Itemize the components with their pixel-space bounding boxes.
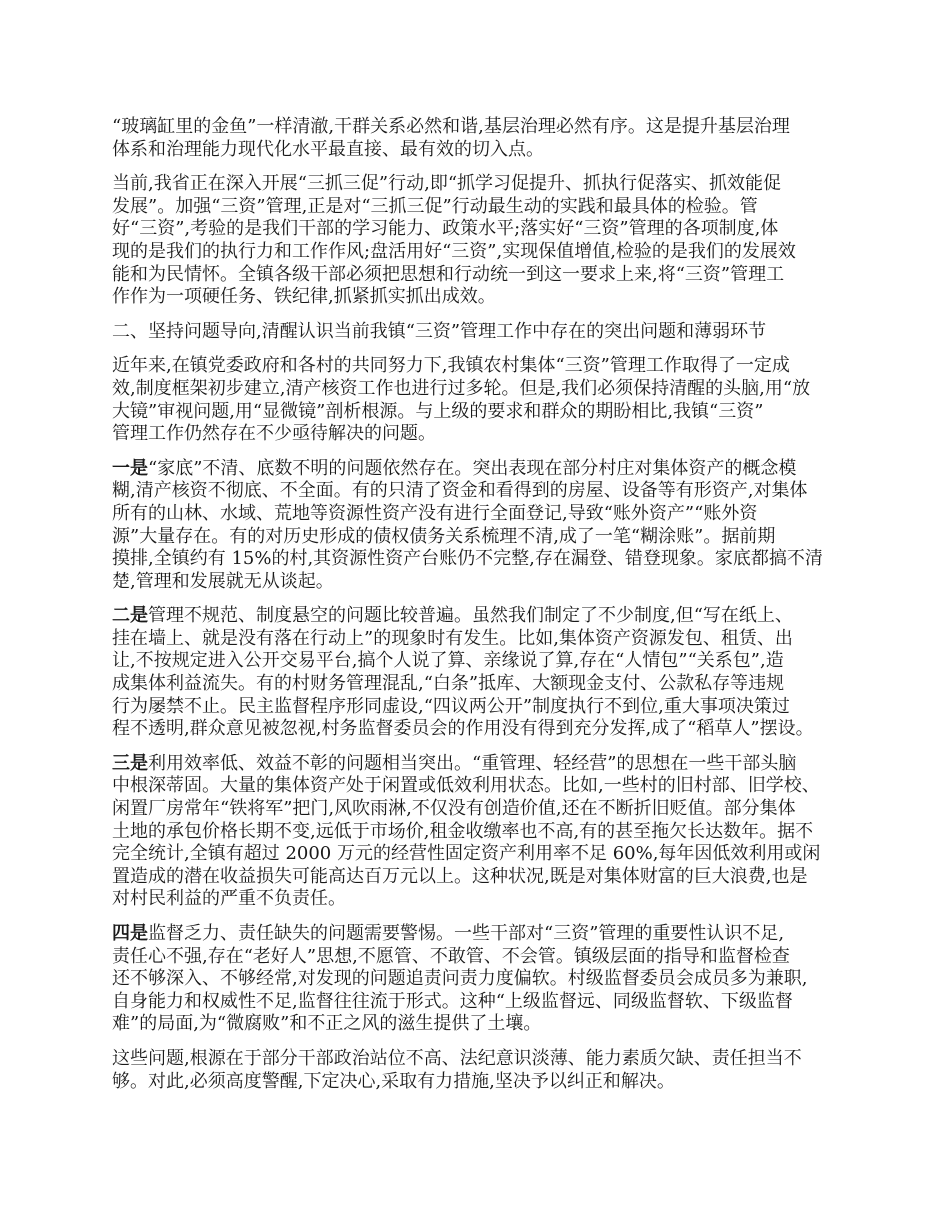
line-text: 近年来,在镇党委政府和各村的共同努力下,我镇农村集体“三资”管理工作取得了一定成 [112, 355, 790, 377]
text-line [112, 775, 852, 798]
line-text: 源”大量存在。有的对历史形成的债权债务关系梳理不清,成了一笔“糊涂账”。据前期 [112, 525, 776, 547]
paragraph [112, 605, 852, 741]
line-text: 这些问题,根源在于部分干部政治站位不高、法纪意识淡薄、能力素质欠缺、责任担当不 [112, 1047, 802, 1069]
paragraph [112, 173, 852, 309]
line-text: 大镜”审视问题,用“显微镜”剖析根源。与上级的要求和群众的期盼相比,我镇“三资” [112, 400, 764, 422]
text-line [112, 628, 852, 651]
line-text: 管理不规范、制度悬空的问题比较普遍。虽然我们制定了不少制度,但“写在纸上、 [148, 605, 793, 627]
text-line [112, 218, 852, 241]
line-text: 二、坚持问题导向,清醒认识当前我镇“三资”管理工作中存在的突出问题和薄弱环节 [112, 320, 767, 342]
line-text: 糊,清产核资不彻底、不全面。有的只清了资金和看得到的房屋、设备等有形资产,对集体 [112, 480, 808, 502]
line-text: 利用效率低、效益不彰的问题相当突出。“重管理、轻经营”的思想在一些干部头脑 [148, 752, 797, 774]
document-body [112, 116, 852, 1105]
text-line [112, 286, 852, 309]
text-line [112, 401, 852, 424]
text-line [112, 503, 852, 526]
line-text: 成集体利益流失。有的村财务管理混乱,“白条”抵库、大额现金支付、公款私存等违规 [112, 673, 785, 695]
line-text: 还不够深入、不够经常,对发现的问题追责问责力度偏软。村级监督委员会成员多为兼职, [112, 968, 808, 990]
line-text: 挂在墙上、就是没有落在行动上”的现象时有发生。比如,集体资产资源发包、租赁、出 [112, 627, 793, 649]
text-line [112, 355, 852, 378]
text-line [112, 821, 852, 844]
line-text: 体系和治理能力现代化水平最直接、最有效的切入点。 [112, 138, 544, 160]
line-text: 摸排,全镇约有 15%的村,其资源性资产台账仍不完整,存在漏登、错登现象。家底都搞不清 [112, 548, 823, 570]
line-text: 自身能力和权威性不足,监督往往流于形式。这种“上级监督远、同级监督软、下级监督 [112, 990, 793, 1012]
text-line [112, 696, 852, 719]
line-text: “玻璃缸里的金鱼”一样清澈,干群关系必然和谐,基层治理必然有序。这是提升基层治理 [112, 116, 790, 137]
text-line [112, 946, 852, 969]
line-text: 发展”。加强“三资”管理,正是对“三抓三促”行动最生动的实践和最具体的检验。管 [112, 195, 758, 217]
text-line [112, 480, 852, 503]
text-line [112, 753, 852, 776]
paragraph [112, 923, 852, 1036]
line-text: 能和为民情怀。全镇各级干部必须把思想和行动统一到这一要求上来,将“三资”管理工 [112, 263, 785, 285]
text-line [112, 923, 852, 946]
text-line [112, 241, 852, 264]
line-text: 让,不按规定进入公开交易平台,搞个人说了算、亲缘说了算,存在“人情包”“关系包”,造 [112, 650, 784, 672]
line-text: 中根深蒂固。大量的集体资产处于闲置或低效利用状态。比如,一些村的旧村部、旧学校、 [112, 775, 820, 797]
text-line [112, 196, 852, 219]
paragraph [112, 1048, 852, 1093]
text-line [112, 843, 852, 866]
text-line [112, 650, 852, 673]
line-text: 完全统计,全镇有超过 2000 万元的经营性固定资产利用率不足 60%,每年因低效利用或闲 [112, 843, 821, 865]
line-text: 责任心不强,存在“老好人”思想,不愿管、不敢管、不会管。镇级层面的指导和监督检查 [112, 945, 790, 967]
line-text: 置造成的潜在收益损失可能高达百万元以上。这种状况,既是对集体财富的巨大浪费,也是 [112, 865, 808, 887]
text-line [112, 378, 852, 401]
paragraph-lead: 一是 [112, 457, 148, 479]
paragraph-lead: 二是 [112, 605, 148, 627]
line-text: 行为屡禁不止。民主监督程序形同虚设,“四议两公开”制度执行不到位,重大事项决策过 [112, 695, 790, 717]
text-line [112, 1013, 852, 1036]
text-line [112, 548, 852, 571]
line-text: 作作为一项硬任务、铁纪律,抓紧抓实抓出成效。 [112, 286, 496, 308]
line-text: 所有的山林、水域、荒地等资源性资产没有进行全面登记,导致“账外资产”“账外资 [112, 502, 758, 524]
line-text: 现的是我们的执行力和工作作风;盘活用好“三资”,实现保值增值,检验的是我们的发展效 [112, 240, 796, 262]
text-line [112, 264, 852, 287]
text-line [112, 888, 852, 911]
line-text: 程不透明,群众意见被忽视,村务监督委员会的作用没有得到充分发挥,成了“稻草人”摆设。 [112, 718, 814, 740]
line-text: 效,制度框架初步建立,清产核资工作也进行过多轮。但是,我们必须保持清醒的头脑,用“放 [112, 377, 811, 399]
text-line [112, 798, 852, 821]
text-line [112, 571, 852, 594]
text-line [112, 321, 852, 344]
text-line [112, 458, 852, 481]
text-line [112, 139, 852, 162]
text-line [112, 968, 852, 991]
text-line [112, 991, 852, 1014]
text-line [112, 1048, 852, 1071]
text-line [112, 673, 852, 696]
line-text: 闲置厂房常年“铁将军”把门,风吹雨淋,不仅没有创造价值,还在不断折旧贬值。部分集体 [112, 798, 796, 820]
paragraph-lead: 三是 [112, 752, 148, 774]
text-line [112, 718, 852, 741]
text-line [112, 526, 852, 549]
line-text: 楚,管理和发展就无从谈起。 [112, 570, 334, 592]
paragraph [112, 321, 852, 344]
paragraph [112, 458, 852, 594]
line-text: 管理工作仍然存在不少亟待解决的问题。 [112, 423, 436, 445]
text-line [112, 423, 852, 446]
line-text: 监督乏力、责任缺失的问题需要警惕。一些干部对“三资”管理的重要性认识不足, [148, 923, 785, 944]
line-text: 难”的局面,为“微腐败”和不正之风的滋生提供了土壤。 [112, 1013, 542, 1035]
paragraph [112, 753, 852, 911]
text-line [112, 116, 852, 139]
text-line [112, 1071, 852, 1094]
line-text: 当前,我省正在深入开展“三抓三促”行动,即“抓学习促提升、抓执行促落实、抓效能促 [112, 173, 782, 195]
line-text: 土地的承包价格长期不变,远低于市场价,租金收缴率也不高,有的甚至拖欠长达数年。据不 [112, 820, 814, 842]
paragraph [112, 355, 852, 445]
line-text: 对村民利益的严重不负责任。 [112, 888, 346, 910]
line-text: “家底”不清、底数不明的问题依然存在。突出表现在部分村庄对集体资产的概念模 [148, 457, 797, 479]
text-line [112, 173, 852, 196]
text-line [112, 605, 852, 628]
line-text: 够。对此,必须高度警醒,下定决心,采取有力措施,坚决予以纠正和解决。 [112, 1070, 675, 1092]
paragraph [112, 116, 852, 161]
text-line [112, 866, 852, 889]
paragraph-lead: 四是 [112, 923, 148, 944]
line-text: 好“三资”,考验的是我们干部的学习能力、政策水平;落实好“三资”管理的各项制度,体 [112, 218, 779, 240]
